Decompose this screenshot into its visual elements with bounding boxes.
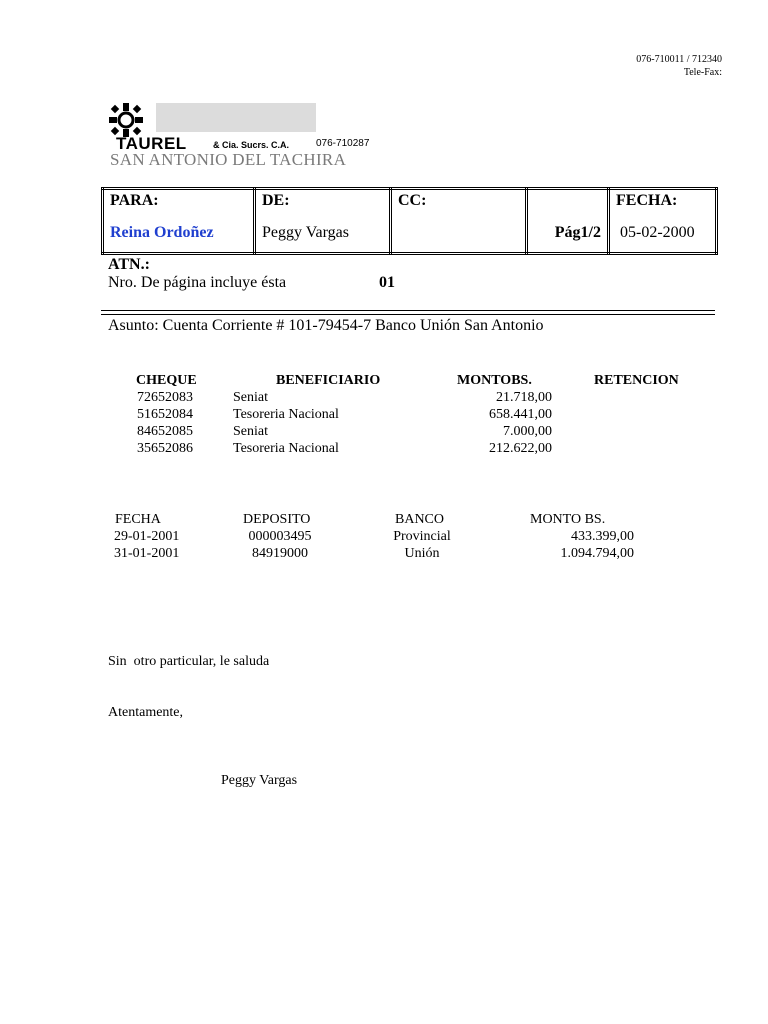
para-value: Reina Ordoñez: [110, 224, 214, 241]
cheque-beneficiary: Seniat: [233, 424, 268, 439]
taurel-logo-icon: [108, 102, 144, 138]
deposit-bank: Unión: [404, 546, 440, 561]
signature-name: Peggy Vargas: [221, 773, 298, 788]
cheque-number: 84652085: [137, 424, 193, 439]
col-header-monto: MONTOBS.: [457, 373, 532, 388]
company-phone: 076-710287: [316, 138, 370, 149]
page-cell: [527, 189, 609, 254]
para-label: PARA:: [110, 192, 159, 209]
cheque-number: 35652086: [137, 441, 193, 456]
deposit-amount: 1.094.794,00: [560, 546, 634, 561]
cheque-number: 51652084: [137, 407, 193, 422]
cheque-amount: 7.000,00: [503, 424, 552, 439]
de-label: DE:: [262, 192, 290, 209]
company-suffix: & Cia. Sucrs. C.A.: [213, 140, 290, 150]
logo-banner: [156, 103, 316, 132]
company-name: TAUREL: [116, 134, 187, 153]
fecha-label: FECHA:: [616, 192, 678, 209]
cheque-amount: 21.718,00: [496, 390, 552, 405]
cheque-amount: 212.622,00: [489, 441, 552, 456]
cc-cell: [391, 189, 527, 254]
deposit-number: 000003495: [248, 529, 312, 544]
fecha-cell: [609, 189, 717, 254]
company-city: SAN ANTONIO DEL TACHIRA: [110, 150, 347, 169]
tele-fax-label: Tele-Fax:: [683, 67, 722, 78]
divider: [101, 310, 715, 311]
col-header-deposito: DEPOSITO: [243, 512, 311, 527]
col-header-fecha: FECHA: [115, 512, 161, 527]
fax-phone-numbers: 076-710011 / 712340: [636, 54, 722, 65]
cc-label: CC:: [398, 192, 427, 209]
col-header-beneficiario: BENEFICIARIO: [276, 373, 381, 388]
regards-line: Atentamente,: [108, 705, 184, 720]
divider: [101, 314, 715, 315]
closing-line: Sin otro particular, le saluda: [108, 654, 270, 669]
de-cell: [255, 189, 391, 254]
col-header-monto: MONTO BS.: [530, 512, 606, 527]
deposit-amount: 433.399,00: [571, 529, 634, 544]
col-header-banco: BANCO: [395, 512, 445, 527]
de-value: Peggy Vargas: [262, 224, 349, 241]
atn-label: ATN.:: [108, 256, 150, 273]
num-pages-value: 01: [379, 274, 395, 291]
subject-line: Asunto: Cuenta Corriente # 101-79454-7 Banco Unión San Antonio: [108, 317, 544, 334]
page-number: Pág1/2: [554, 224, 601, 241]
fecha-value: 05-02-2000: [620, 224, 695, 241]
fax-header-table: [101, 187, 718, 255]
deposit-date: 29-01-2001: [114, 529, 180, 544]
cheque-amount: 658.441,00: [489, 407, 552, 422]
cheque-number: 72652083: [137, 390, 193, 405]
para-cell: [103, 189, 255, 254]
deposit-bank: Provincial: [393, 529, 451, 544]
num-pages-label: Nro. De página incluye ésta: [108, 274, 287, 291]
col-header-retencion: RETENCION: [594, 373, 679, 388]
cheque-beneficiary: Tesoreria Nacional: [233, 441, 339, 456]
deposit-number: 84919000: [252, 546, 308, 561]
cheque-beneficiary: Seniat: [233, 390, 268, 405]
col-header-cheque: CHEQUE: [136, 373, 197, 388]
cheque-beneficiary: Tesoreria Nacional: [233, 407, 339, 422]
deposit-date: 31-01-2001: [114, 546, 180, 561]
